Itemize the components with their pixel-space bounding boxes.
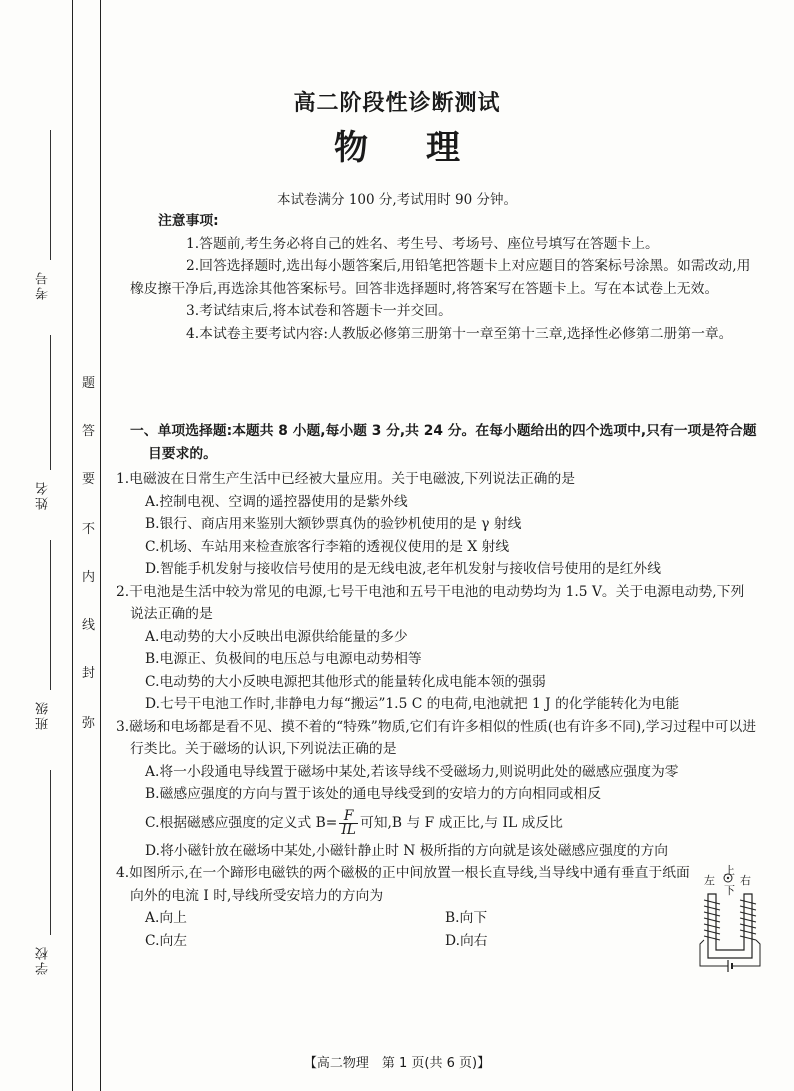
direction-down-label: 下 <box>724 884 735 897</box>
seal-char: 弥 <box>82 716 96 731</box>
exam-intro: 本试卷满分 100 分,考试用时 90 分钟。 <box>277 192 517 208</box>
question-2 <box>116 581 758 716</box>
option-d: D.七号干电池工作时,非静电力每“搬运”1.5 C 的电荷,电池就把 1 J 的化学能转化为电能 <box>145 696 680 712</box>
option-d: D.向右 <box>445 932 488 949</box>
notice-item: 1.答题前,考生务必将自己的姓名、考生号、考场号、座位号填写在答题卡上。 <box>186 235 659 252</box>
notice-heading: 注意事项: <box>158 213 219 229</box>
coil-wire <box>700 940 760 966</box>
seal-char: 要 <box>82 472 96 487</box>
option-c: C.向左 <box>145 932 188 949</box>
section-heading-text: 一、单项选择题:本题共 8 小题,每小题 3 分,共 24 分。在每小题给出的四个选项中,只有一项是符合题目要求的。 <box>130 423 757 462</box>
notice-block <box>130 210 758 345</box>
question-3 <box>116 716 758 863</box>
seal-char: 线 <box>82 618 96 633</box>
page-footer: 【高二物理 第 1 页(共 6 页)】 <box>303 1056 491 1071</box>
direction-right-label: 右 <box>740 874 751 887</box>
seal-char: 题 <box>82 376 96 391</box>
field-label-school: 学校 <box>36 945 51 975</box>
question-4 <box>116 862 758 952</box>
question-stem: 2.干电池是生活中较为常见的电源,七号干电池和五号干电池的电动势均为 1.5 V。关于电源电动势,下列说法正确的是 <box>116 583 745 622</box>
seal-char: 内 <box>82 570 96 585</box>
option-a: A.电动势的大小反映出电源供给能量的多少 <box>145 628 408 645</box>
field-line-class <box>50 540 51 690</box>
option-a: A.将一小段通电导线置于磁场中某处,若该导线不受磁场力,则说明此处的磁感应强度为零 <box>145 763 679 780</box>
question-stem: 3.磁场和电场都是看不见、摸不着的“特殊”物质,它们有许多相似的性质(也有许多不同),学习过程中可以进行类比。关于磁场的认识,下列说法正确的是 <box>116 718 757 757</box>
question-1 <box>116 468 758 581</box>
fraction-denominator: IL <box>341 821 356 838</box>
option-row <box>130 907 690 930</box>
fraction <box>339 807 358 838</box>
option-a: A.向上 <box>145 910 187 926</box>
subject-char: 物 <box>334 128 368 168</box>
question-stem: 4.如图所示,在一个蹄形电磁铁的两个磁极的正中间放置一根长直导线,当导线中通有垂直于纸面向外的电流 I 时,导线所受安培力的方向为 <box>116 865 690 904</box>
option-d: D.将小磁针放在磁场中某处,小磁针静止时 N 极所指的方向就是该处磁感应强度的方向 <box>145 842 669 859</box>
option-c-post: 可知,B 与 F 成正比,与 IL 成反比 <box>359 814 563 831</box>
option-c-pre: C.根据磁感应强度的定义式 B= <box>145 814 338 831</box>
option-b: B.银行、商店用来鉴别大额钞票真伪的验钞机使用的是 γ 射线 <box>145 516 522 532</box>
option-c: C.电动势的大小反映电源把其他形式的能量转化成电能本领的强弱 <box>145 673 546 690</box>
question-stem: 1.电磁波在日常生产生活中已经被大量应用。关于电磁波,下列说法正确的是 <box>116 471 576 487</box>
option-b: B.磁感应强度的方向与置于该处的通电导线受到的安培力的方向相同或相反 <box>145 786 602 802</box>
field-line-name <box>50 335 51 470</box>
notice-item: 2.回答选择题时,选出每小题答案后,用铅笔把答题卡上对应题目的答案标号涂黑。如需改动,用橡皮擦干净后,再选涂其他答案标号。回答非选择题时,将答案写在答题卡上。写在本试卷上无效。 <box>130 258 751 297</box>
option-c: C.机场、车站用来检查旅客行李箱的透视仪使用的是 X 射线 <box>145 538 510 555</box>
right-coil <box>740 900 756 940</box>
subject-title <box>0 120 794 169</box>
seal-char: 封 <box>82 666 96 681</box>
field-label-exam-number: 考号 <box>36 270 51 300</box>
notice-item: 3.考试结束后,将本试卷和答题卡一并交回。 <box>186 303 452 319</box>
field-label-name: 姓名 <box>36 480 51 510</box>
field-line-school <box>50 770 51 935</box>
direction-up-label: 上 <box>724 864 735 877</box>
exam-title: 高二阶段性诊断测试 <box>293 91 501 116</box>
direction-left-label: 左 <box>704 874 715 887</box>
option-a: A.控制电视、空调的遥控器使用的是紫外线 <box>145 493 408 510</box>
option-b: B.向下 <box>445 910 488 926</box>
seal-char: 不 <box>82 522 96 537</box>
option-c <box>130 806 758 840</box>
question-list <box>116 468 758 952</box>
option-row <box>130 930 690 953</box>
horseshoe-core <box>708 894 752 958</box>
fraction-numerator: F <box>339 810 358 824</box>
field-label-class: 班级 <box>36 700 51 730</box>
option-d: D.智能手机发射与接收信号使用的是无线电波,老年机发射与接收信号使用的是红外线 <box>145 561 662 577</box>
notice-item: 4.本试卷主要考试内容:人教版必修第三册第十一章至第十三章,选择性必修第二册第一章。 <box>186 325 733 342</box>
electromagnet-figure <box>698 860 768 975</box>
section-heading <box>130 420 758 465</box>
left-coil <box>704 900 720 940</box>
horseshoe-magnet-diagram <box>698 860 768 975</box>
option-b: B.电源正、负极间的电压总与电源电动势相等 <box>145 651 422 667</box>
seal-char: 答 <box>82 424 96 439</box>
subject-char: 理 <box>426 128 460 168</box>
